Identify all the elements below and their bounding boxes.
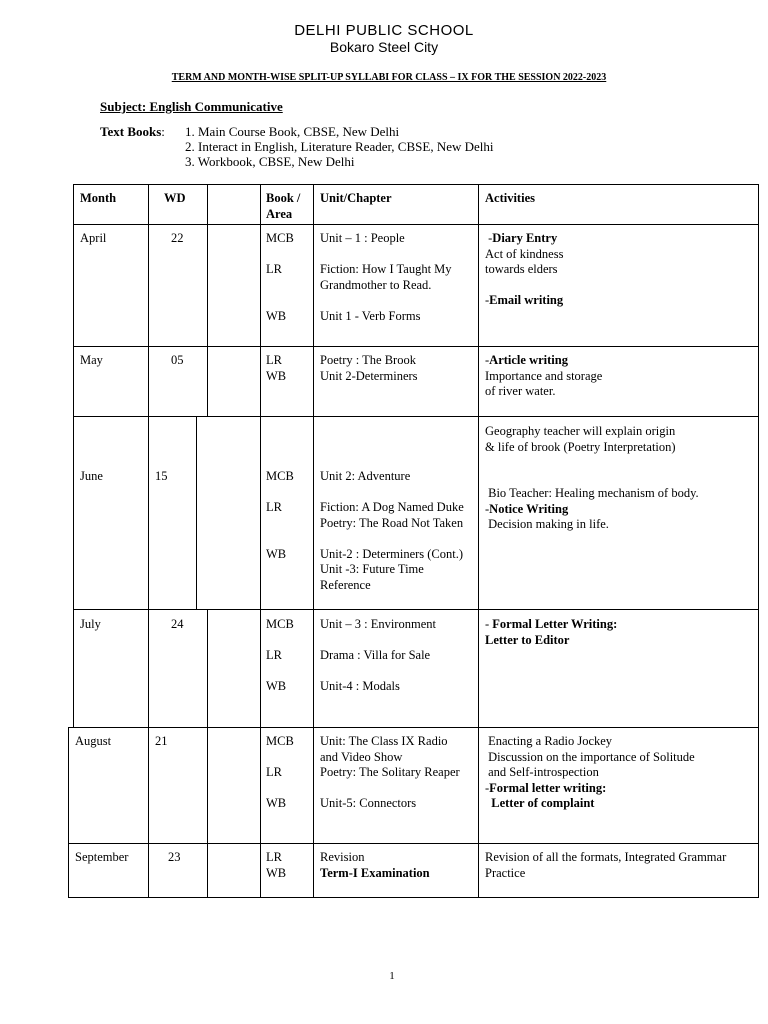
row-august-unit: Unit: The Class IX Radio and Video Show Poetry: The Solitary Reaper Unit-5: Connectors [320,734,460,810]
row-september-wd: 23 [168,850,181,864]
subject-line: Subject: English Communicative [100,99,283,114]
row-may-activities: -Article writing Importance and storage of river water. [485,353,603,398]
row-june-month: June [80,469,103,483]
row-september-unit: Revision Term-I Examination [320,850,430,880]
row-april-month: April [80,231,107,245]
row-july-wd: 24 [171,617,184,631]
header-month: Month [80,191,117,205]
textbook-item: 2. Interact in English, Literature Reader, CBSE, New Delhi [185,139,494,154]
row-september-book: LR WB [266,850,287,880]
textbooks-list [185,124,494,169]
row-june-wd: 15 [155,469,168,483]
row-july-activities: - Formal Letter Writing: Letter to Editor [485,617,618,647]
row-may-wd: 05 [171,353,184,367]
row-august-activities: Enacting a Radio Jockey Discussion on the importance of Solitude and Self-introspection -Formal letter writing: Letter of complaint [485,734,695,810]
row-september-month: September [75,850,129,864]
row-june-unit: Unit 2: Adventure Fiction: A Dog Named Duke Poetry: The Road Not Taken Unit-2 : Determiners (Cont.) Unit -3: Future Time Reference [320,469,464,592]
syllabus-title: TERM AND MONTH-WISE SPLIT-UP SYLLABI FOR CLASS – IX FOR THE SESSION 2022-2023 [171,72,607,83]
page-number: 1 [389,970,395,982]
textbook-item: 3. Workbook, CBSE, New Delhi [185,154,355,169]
row-may-month: May [80,353,103,367]
row-april-activities: -Diary Entry Act of kindness towards elders -Email writing [485,231,564,307]
header-wd: WD [164,191,186,205]
row-april-unit: Unit – 1 : People Fiction: How I Taught My Grandmother to Read. Unit 1 - Verb Forms [320,231,452,323]
header-unit: Unit/Chapter [320,191,392,205]
row-august-month: August [75,734,112,748]
textbook-item: 1. Main Course Book, CBSE, New Delhi [185,124,400,139]
row-august-book: MCB LR WB [266,734,294,810]
row-september-activities: Revision of all the formats, Integrated Grammar Practice [485,850,727,880]
row-may-book: LR WB [266,353,287,383]
row-june-activities: Geography teacher will explain origin & life of brook (Poetry Interpretation) Bio Teacher: Healing mechanism of body. -Notice Writing Decision making in life. [485,424,699,531]
row-june-book: MCB LR WB [266,469,294,561]
row-april-wd: 22 [171,231,184,245]
header-book-area: Book / Area [266,191,301,221]
row-august-wd: 21 [155,734,168,748]
row-april-book: MCB LR WB [266,231,294,323]
row-july-unit: Unit – 3 : Environment Drama : Villa for Sale Unit-4 : Modals [320,617,436,693]
textbooks-label: Text Books: [100,124,165,139]
school-city: Bokaro Steel City [329,39,439,55]
row-july-book: MCB LR WB [266,617,294,693]
row-may-unit: Poetry : The Brook Unit 2-Determiners [320,353,418,383]
school-name: DELHI PUBLIC SCHOOL [294,22,474,39]
header-activities: Activities [485,191,535,205]
row-july-month: July [80,617,101,631]
